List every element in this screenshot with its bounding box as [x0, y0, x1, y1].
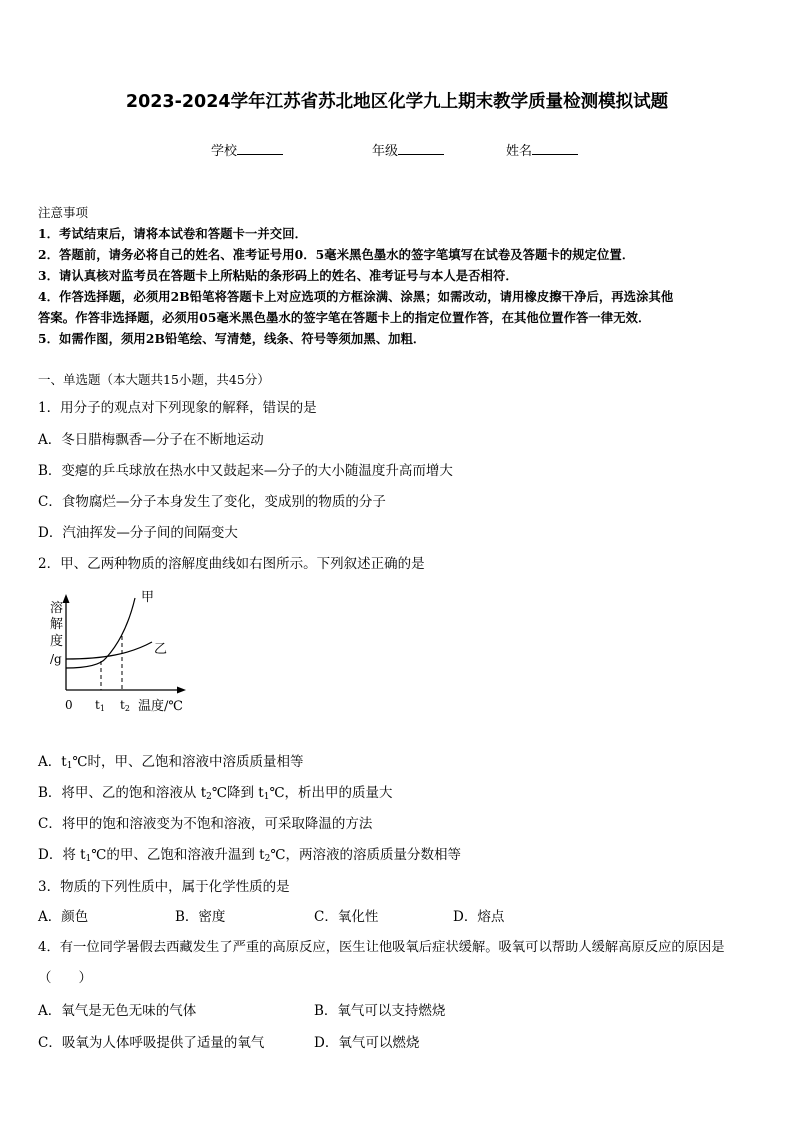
- q4-stem: 4．有一位同学暑假去西藏发生了严重的高原反应，医生让他吸氧后症状缓解。吸氧可以帮助人缓解高原反应的原因是: [38, 940, 725, 955]
- section-heading: 一、单选题（本大题共15小题，共45分）: [38, 372, 270, 387]
- note-1: 1．考试结束后，请将本试卷和答题卡一并交回．: [38, 226, 307, 241]
- xlabel: 温度/℃: [138, 699, 183, 714]
- q2-option-b: B．将甲、乙的饱和溶液从 $t_2℃$降到 $t_1℃$，析出甲的质量大: [38, 785, 393, 802]
- q2-option-d: D．将 $t_1℃$的甲、乙饱和溶液升温到 $t_2℃$，两溶液的溶质质量分数相等: [38, 847, 461, 864]
- ylabel-char-3: 度: [50, 634, 64, 649]
- page-title: 2023-2024学年江苏省苏北地区化学九上期末教学质量检测模拟试题: [125, 92, 669, 112]
- q2-option-c: C．将甲的饱和溶液变为不饱和溶液，可采取降温的方法: [38, 816, 373, 832]
- series-jia-label: 甲: [141, 590, 155, 605]
- notes-heading: 注意事项: [38, 205, 89, 220]
- name-blank: [532, 142, 578, 155]
- q1-option-d: D．汽油挥发—分子间的间隔变大: [38, 525, 238, 541]
- name-field: [506, 140, 578, 159]
- school-blank: [237, 142, 283, 155]
- q4-option-b: B．氧气可以支持燃烧: [314, 1003, 446, 1019]
- t1-tick-label: t1: [95, 698, 105, 713]
- q4-option-d: D．氧气可以燃烧: [314, 1035, 420, 1051]
- note-5: 5．如需作图，须用2B铅笔绘、写清楚，线条、符号等须加黑、加粗．: [38, 331, 426, 346]
- grade-label: 年级: [372, 144, 399, 159]
- q3-stem: 3．物质的下列性质中，属于化学性质的是: [38, 879, 290, 895]
- ylabel-char-1: 溶: [50, 601, 64, 616]
- note-4: 4．作答选择题，必须用2B铅笔将答题卡上对应选项的方框涂满、涂黑；如需改动，请用橡皮擦干净后，再选涂其他: [38, 289, 674, 304]
- q2-stem: 2．甲、乙两种物质的溶解度曲线如右图所示。下列叙述正确的是: [38, 556, 425, 572]
- solubility-graph: [40, 582, 200, 722]
- y-axis-arrow: [63, 594, 70, 603]
- q4-option-c: C．吸氧为人体呼吸提供了适量的氧气: [38, 1035, 265, 1051]
- q3-option-d: D．熔点: [453, 909, 505, 925]
- q4-option-a: A．氧气是无色无味的气体: [38, 1003, 197, 1019]
- note-4-cont: 答案。作答非选择题，必须用05毫米黑色墨水的签字笔在答题卡上的指定位置作答，在其他位置作答一律无效．: [38, 310, 651, 325]
- t2-tick-label: t2: [120, 698, 130, 713]
- curve-yi: [66, 642, 152, 659]
- q3-option-c: C．氧化性: [314, 909, 379, 925]
- q1-option-a: A．冬日腊梅飘香—分子在不断地运动: [38, 432, 264, 448]
- school-label: 学校: [211, 144, 238, 159]
- ylabel-char-2: 解: [50, 617, 64, 632]
- school-field: [211, 140, 283, 159]
- q1-stem: 1．用分子的观点对下列现象的解释，错误的是: [38, 400, 317, 416]
- name-label: 姓名: [506, 144, 533, 159]
- grade-field: [372, 140, 444, 159]
- q3-option-b: B．密度: [175, 909, 226, 925]
- q3-option-a: A．颜色: [38, 909, 89, 925]
- series-yi-label: 乙: [154, 642, 168, 657]
- ylabel-unit: /g: [50, 652, 62, 666]
- note-3: 3．请认真核对监考员在答题卡上所粘贴的条形码上的姓名、准考证号与本人是否相符．: [38, 268, 518, 283]
- q1-option-c: C．食物腐烂—分子本身发生了变化，变成别的物质的分子: [38, 494, 386, 510]
- q4-paren: （ ）: [38, 970, 92, 986]
- grade-blank: [398, 142, 444, 155]
- origin-label: 0: [65, 698, 73, 712]
- note-2: 2．答题前，请务必将自己的姓名、准考证号用0．5毫米黑色墨水的签字笔填写在试卷及答题卡的规定位置．: [38, 247, 635, 262]
- x-axis-arrow: [177, 687, 186, 694]
- q1-option-b: B．变瘪的乒乓球放在热水中又鼓起来—分子的大小随温度升高而增大: [38, 463, 453, 479]
- q2-option-a: A．$t_1℃$时，甲、乙饱和溶液中溶质质量相等: [38, 754, 304, 771]
